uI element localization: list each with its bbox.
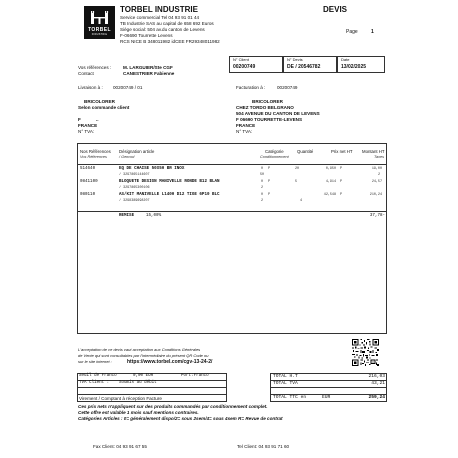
bill-vat-label: N° TVA: bbox=[236, 129, 253, 134]
bill-line5: FRANCE bbox=[236, 123, 256, 128]
col-header-amount-sub: Taxes bbox=[374, 155, 384, 159]
your-refs-value: M. LARGUIER/Ste CGF bbox=[123, 65, 173, 70]
col-header-category-sub: Conditionnement bbox=[260, 155, 289, 159]
col-header-quantity: Quantité bbox=[297, 149, 314, 154]
totals-divider bbox=[270, 387, 387, 388]
company-line: TB Industrie SAS au capital de 658 692 Euros bbox=[120, 21, 214, 26]
row-designation: BLOQUETE DESIGN MANIVELLE RONDE B12 BLAN bbox=[119, 180, 220, 184]
total-ht-label: TOTAL H.T bbox=[273, 374, 298, 379]
ship-line4: FRANCE bbox=[78, 123, 98, 128]
ship-vat-label: N° TVA: bbox=[78, 129, 95, 134]
page-label: Page bbox=[346, 29, 358, 35]
row-ref: 080110 bbox=[80, 193, 96, 197]
document-title: DEVIS bbox=[323, 5, 348, 14]
total-tva-value: 43,21 bbox=[371, 381, 385, 386]
delivery-label: Livraison à : bbox=[78, 85, 103, 90]
row-unit-price-unit: P bbox=[340, 167, 343, 171]
row-gencod: / 3297865144607 bbox=[119, 173, 150, 177]
bill-line2: CHEZ TORDO BELGRANO bbox=[236, 105, 294, 110]
devis-number-value: DE / 20546782 bbox=[287, 64, 321, 70]
row-category-unit: P bbox=[268, 180, 271, 184]
remise-label: REMISE bbox=[119, 214, 135, 218]
row-gencod: / 3297865300106 bbox=[119, 186, 150, 190]
row-category: 0 bbox=[261, 180, 264, 184]
table-header-divider bbox=[77, 164, 387, 165]
remise-value: 15,00% bbox=[146, 214, 162, 218]
bill-line3: 504 AVENUE DU CANTON DE LEVENS bbox=[236, 111, 320, 116]
row-ref: 514640 bbox=[80, 167, 96, 171]
company-name: TORBEL INDUSTRIE bbox=[120, 5, 198, 14]
ship-line3: F bbox=[78, 117, 81, 122]
row-designation: EQ DE CHAISE 50X50 BR INOX bbox=[119, 167, 185, 171]
billing-value: 00200749 bbox=[277, 85, 298, 90]
col-header-amount: Montant HT bbox=[362, 149, 385, 154]
date-value: 13/02/2025 bbox=[341, 64, 367, 70]
payment-terms: Virement / Comptant à réception Facture bbox=[79, 396, 162, 401]
col-header-refs-sub: Vos Références bbox=[80, 155, 107, 159]
client-number-box bbox=[229, 56, 283, 73]
billing-label: Facturation à : bbox=[236, 85, 266, 90]
franco-label: Seuil de Franco bbox=[79, 374, 117, 378]
total-ht-value: 216,03 bbox=[368, 374, 385, 379]
col-header-refs: Nos Références bbox=[80, 149, 111, 154]
your-refs-label: Vos références : bbox=[78, 65, 112, 70]
row-gencod: / 3298389698207 bbox=[119, 199, 150, 203]
company-line: RCS NICE B 348011982 idCEE FR29348011982 bbox=[120, 39, 220, 44]
row-category-unit: P bbox=[268, 167, 271, 171]
col-header-unit-price: Prix net HT bbox=[331, 149, 353, 154]
logo-name: TORBEL bbox=[88, 27, 111, 33]
note-line: Ces prix nets n'appliquent sur des produits commandés par conditionnement complet. bbox=[78, 404, 268, 409]
row-amount: 24,57 bbox=[371, 180, 382, 184]
client-number-label: N° Client bbox=[233, 57, 249, 62]
contact-label: Contact bbox=[78, 71, 94, 76]
client-number-value: 00200749 bbox=[233, 64, 256, 70]
row-unit-price: 4,914 bbox=[325, 180, 336, 184]
total-tva-label: TOTAL TVA bbox=[273, 381, 298, 386]
date-label: Date bbox=[341, 57, 350, 62]
row-designation: AS/KIT MANIVELLE L1400 D12 TIGE 6P10 BLC bbox=[119, 193, 220, 197]
remise-amount: 37,78- bbox=[369, 214, 385, 218]
bill-line4: F 06690 TOURRETTE-LEVENS bbox=[236, 117, 303, 122]
row-quantity: 4 bbox=[300, 199, 303, 203]
note-line: Catégories Articles : 0= généralement dispo/2= sous 2sem/4= sous 4sem R= Revue de contrat bbox=[78, 416, 283, 421]
note-line: Cette offre est valable 1 mois sauf mentions contraires. bbox=[78, 410, 199, 415]
row-unit-price-unit: P bbox=[340, 193, 343, 197]
total-ttc-value: 259,24 bbox=[368, 395, 385, 400]
ship-name: BRICOLORER bbox=[84, 99, 115, 104]
row-amount: 210,24 bbox=[369, 193, 382, 197]
devis-number-label: N° Devis bbox=[287, 57, 303, 62]
row-category: 0 bbox=[261, 167, 264, 171]
acceptance-line: sur le site internet : bbox=[78, 359, 112, 364]
client-vat-label: TVA Client : bbox=[79, 381, 110, 385]
logo-sub: INDUSTRIE bbox=[91, 33, 108, 36]
franco-value: 0,00 EUR bbox=[133, 374, 154, 378]
row-unit-price-unit: P bbox=[340, 180, 343, 184]
company-line: Service commercial Tel 04 93 91 01 44 bbox=[120, 15, 200, 20]
total-ttc-label: TOTAL TTC en bbox=[273, 395, 307, 400]
total-ttc-currency: EUR bbox=[322, 395, 331, 400]
col-header-designation: Désignation article bbox=[119, 149, 155, 154]
row-conditionnement: 50 bbox=[260, 173, 265, 177]
page-number: 1 bbox=[371, 29, 374, 35]
row-category: 0 bbox=[261, 193, 264, 197]
acceptance-line: de Vente qui sont consultables par l'intermédiaire du présent QR Code ou bbox=[78, 353, 209, 358]
ship-line3-dots: .. bbox=[96, 117, 99, 122]
client-vat-value: Soumis au débit bbox=[119, 381, 157, 385]
row-ref: 0841100 bbox=[80, 180, 98, 184]
cgv-link[interactable]: https://www.torbel.com/cgv-13-24-2/ bbox=[127, 359, 213, 365]
client-fax: Fax Client: 04 93 91 67 55 bbox=[93, 444, 147, 449]
delivery-value: 00200749 / 01 bbox=[113, 85, 143, 90]
col-header-designation-sub: / Gencod bbox=[119, 155, 135, 159]
devis-number-box bbox=[283, 56, 337, 73]
col-header-category: Catégorie bbox=[265, 149, 284, 154]
row-tax: 2 bbox=[378, 173, 381, 177]
row-amount: 19,00 bbox=[371, 167, 382, 171]
row-conditionnement: 2 bbox=[261, 186, 264, 190]
ship-line2: Selon commande client bbox=[78, 105, 130, 110]
qr-code-icon[interactable] bbox=[352, 339, 379, 366]
row-quantity: 20 bbox=[295, 167, 300, 171]
row-category-unit: P bbox=[268, 193, 271, 197]
row-unit-price: 0,950 bbox=[325, 167, 336, 171]
row-conditionnement: 2 bbox=[261, 199, 264, 203]
company-line: Siège social: 504 av.du canton de Levens bbox=[120, 27, 205, 32]
row-unit-price: 42,548 bbox=[323, 193, 336, 197]
conditions-divider bbox=[77, 387, 227, 388]
client-tel: Tel Client: 04 93 91 71 60 bbox=[237, 444, 290, 449]
port-label: Port:Franco bbox=[181, 374, 209, 378]
bill-name: BRICOLORER bbox=[252, 99, 283, 104]
company-line: F-06690 Tourrette Levens bbox=[120, 33, 173, 38]
acceptance-line: L'acceptation de ce devis vaut acceptation aux Conditions Générales bbox=[78, 347, 201, 352]
contact-value: CANESTRIER Fabienne bbox=[123, 71, 175, 76]
company-logo bbox=[84, 6, 115, 39]
date-box bbox=[337, 56, 385, 73]
row-quantity: 5 bbox=[295, 180, 298, 184]
conditions-divider bbox=[77, 394, 227, 395]
tower-icon bbox=[90, 11, 109, 25]
remise-divider bbox=[77, 211, 387, 212]
